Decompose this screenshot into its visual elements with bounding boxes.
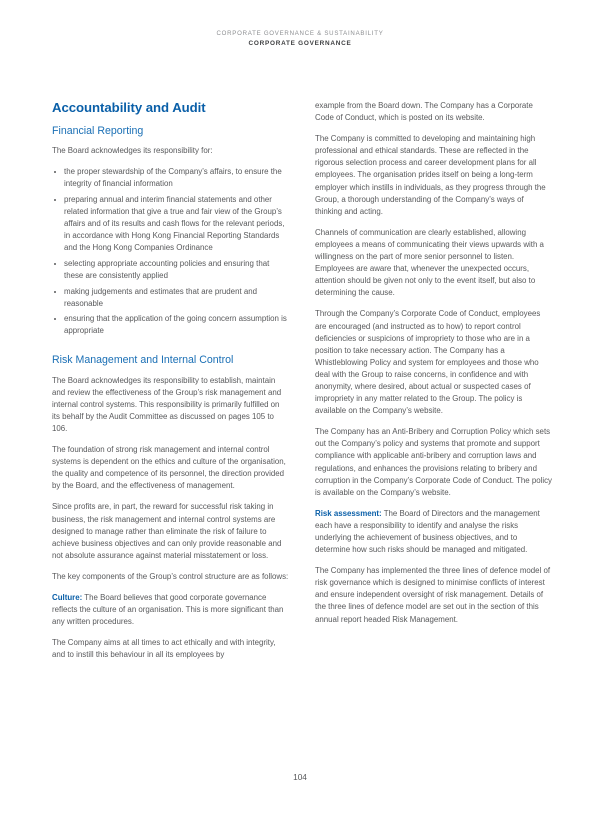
page-number: 104 bbox=[293, 772, 307, 782]
risk-management-paragraph-3: Since profits are, in part, the reward for successful risk taking in business, the risk management and internal control systems are designed to manage rather than eliminate the risk of failure to achieve business objectives and can only provide reasonable and not absolute assurance against material misstatement or loss. bbox=[52, 502, 282, 560]
page-title: Accountability and Audit bbox=[52, 100, 206, 115]
risk-assessment-paragraph bbox=[315, 508, 552, 556]
list-item: selecting appropriate accounting policies and ensuring that these are consistently applied bbox=[52, 258, 289, 282]
list-item: preparing annual and interim financial statements and other related information that give a true and fair view of the Group’s affairs and of its results and cash flows for the relevant periods, in accordance with Hong Kong Financial Reporting Standards and the Hong Kong Companies Ordinance bbox=[52, 194, 289, 254]
culture-paragraph-text: The Board believes that good corporate governance reflects the culture of an organisation. This is more significant than any written procedures. bbox=[52, 593, 284, 627]
running-header-section: CORPORATE GOVERNANCE & SUSTAINABILITY bbox=[216, 30, 384, 37]
risk-assessment-runin-label: Risk assessment: bbox=[315, 508, 382, 518]
right-column-paragraph-3: Channels of communication are clearly established, allowing employees a means of communicating their views upwards with a willingness on the part of more senior personnel to listen. Employees are aware that, whenever the unexpected occurs, attention should be given not only to the event itself, but also to determining the cause. bbox=[315, 227, 544, 298]
right-column-paragraph-5: The Company has an Anti-Bribery and Corruption Policy which sets out the Company’s policy and systems that promote and support compliance with applicable anti-bribery and corruption laws and regulations, and enhances the provisions relating to bribery and corruption in the Company’s Corporate Code of Conduct. The policy is available on the Company’s website. bbox=[315, 427, 552, 497]
financial-reporting-intro: The Board acknowledges its responsibility for: bbox=[52, 146, 213, 156]
financial-reporting-bullet-list bbox=[52, 166, 289, 337]
running-header bbox=[0, 30, 600, 48]
right-column-closing-paragraph: The Company has implemented the three lines of defence model of risk governance which is designed to minimise conflicts of interest and ensure independent oversight of risk management. Details of the three lines of defence model are set out in the section of this annual report headed Risk Management. bbox=[315, 566, 551, 624]
right-column-paragraph-1: example from the Board down. The Company has a Corporate Code of Conduct, which is posted on its website. bbox=[315, 101, 533, 123]
right-column-paragraph-4: Through the Company’s Corporate Code of Conduct, employees are encouraged (and instructed as to how) to report control deficiencies or suspicions of impropriety to those who are in a position to take necessary action. The Company has a Whistleblowing Policy and system for employees and those who deal with the Group to raise concerns, in confidence and with anonymity, where desired, about actual or suspected cases of impropriety in any matter related to the Group. The policy is available on the Company’s website. bbox=[315, 309, 541, 416]
two-column-body bbox=[52, 100, 552, 662]
risk-management-paragraph-2: The foundation of strong risk management and internal control systems is dependent on the ethics and culture of the organisation, the quality and competence of its personnel, the direction provided by the Board, and the effectiveness of management. bbox=[52, 445, 286, 491]
right-column bbox=[315, 100, 552, 662]
right-column-paragraph-2: The Company is committed to developing and maintaining high professional and ethical standards. These are reflected in the rigorous selection process and career development plans for all employees. The organisation prides itself on being a long-term employer which instills in individuals, as they progress through the Group, a thorough understanding of the Company’s ways of thinking and acting. bbox=[315, 134, 546, 216]
running-header-title: CORPORATE GOVERNANCE bbox=[248, 39, 352, 47]
risk-assessment-paragraph-text: The Board of Directors and the management each have a responsibility to identify and analyse the risks underlying the achievement of business objectives, and to determine how such risks should be managed and mitigated. bbox=[315, 508, 540, 555]
risk-management-paragraph-4: The key components of the Group’s control structure are as follows: bbox=[52, 571, 289, 581]
culture-paragraph bbox=[52, 592, 289, 628]
risk-management-paragraph-1: The Board acknowledges its responsibility to establish, maintain and review the effectiveness of the Group’s risk management and internal control systems. This responsibility is primarily fulfilled on its behalf by the Audit Committee as discussed on pages 105 to 106. bbox=[52, 375, 282, 433]
left-column-closing-paragraph: The Company aims at all times to act ethically and with integrity, and to instill this behaviour in all its employees by bbox=[52, 638, 276, 660]
heading-financial-reporting: Financial Reporting bbox=[52, 124, 144, 137]
culture-runin-label: Culture: bbox=[52, 593, 83, 603]
left-column bbox=[52, 100, 289, 662]
list-item: making judgements and estimates that are prudent and reasonable bbox=[52, 286, 289, 310]
list-item: ensuring that the application of the going concern assumption is appropriate bbox=[52, 313, 289, 337]
list-item: the proper stewardship of the Company’s affairs, to ensure the integrity of financial information bbox=[52, 166, 289, 190]
heading-risk-management-internal-control: Risk Management and Internal Control bbox=[52, 354, 234, 367]
